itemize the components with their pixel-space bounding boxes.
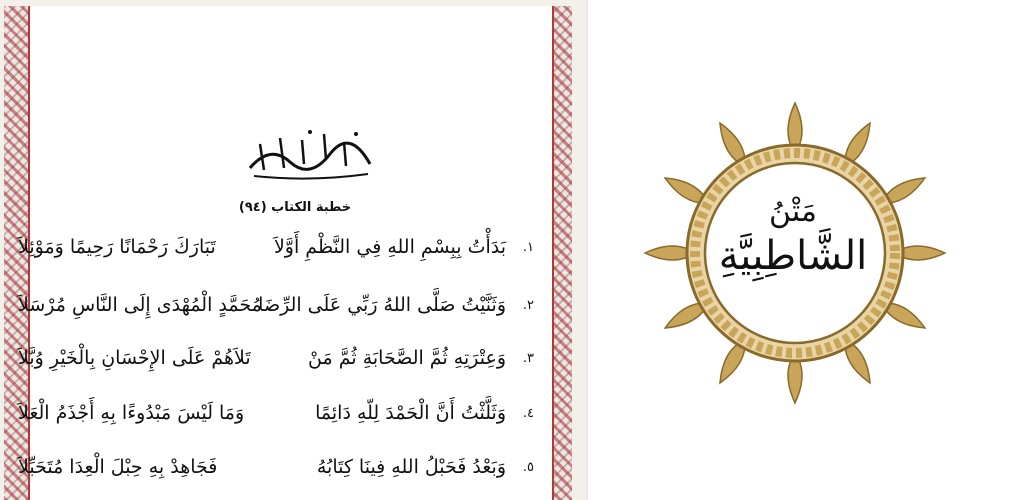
verse-line [14,398,534,438]
verse-line [14,232,534,272]
verse-first-hemistich: بَدَأْتُ بِبِسْمِ اللهِ فِي النَّظْمِ أَوَّلاَ [273,236,506,258]
title-line-1: مَتْنُ [769,194,817,229]
verse-number: ٤. [522,406,534,421]
verse-number: ١. [522,240,534,255]
ornamental-border [4,6,572,500]
verse-first-hemistich: وَثَنَّيْتُ صَلَّى اللهُ رَبِّي عَلَى الرِّضَا [258,294,506,316]
verse-second-hemistich: وَمَا لَيْسَ مَبْدُوءًا بِهِ أَجْذَمُ الْعَلاَ [18,402,245,424]
verse-second-hemistich: تَلاَهُمْ عَلَى الإِحْسَانِ بِالْخَيْرِ وُبَّلاَ [18,347,251,369]
page-divider [586,0,588,500]
title-line-2: الشَّاطِبِيَّةِ [718,233,868,279]
verse-number: ٥. [522,460,534,475]
verse-line [14,452,534,492]
verse-first-hemistich: وَبَعْدُ فَحَبْلُ اللهِ فِينَا كِتَابُهُ [316,456,506,478]
verse-line [14,343,534,383]
verse-first-hemistich: وَعِتْرَتِهِ ثُمَّ الصَّحَابَةِ ثُمَّ مَنْ [308,347,506,369]
verse-second-hemistich: مُحَمَّدٍ الْمُهْدَى إِلَى النَّاسِ مُرْسَلاَ [18,294,262,316]
verse-second-hemistich: تَبَارَكَ رَحْمَانًا رَحِيمًا وَمَوْئِلاَ [18,236,216,258]
verse-number: ٣. [522,351,534,366]
verse-second-hemistich: فَجَاهِدْ بِهِ حِبْلَ الْعِدَا مُتَحَبِّلاَ [18,456,218,478]
verse-number: ٢. [522,298,534,313]
section-title: خطبة الكتاب (٩٤) [238,200,352,215]
verse-line [14,290,534,330]
verse-first-hemistich: وَثَلَّثْتُ أَنَّ الْحَمْدَ لِلّهِ دَائِمًا [315,402,506,424]
book-title [708,195,878,283]
basmala-calligraphy-icon [240,124,380,184]
page-content-area [18,6,554,500]
